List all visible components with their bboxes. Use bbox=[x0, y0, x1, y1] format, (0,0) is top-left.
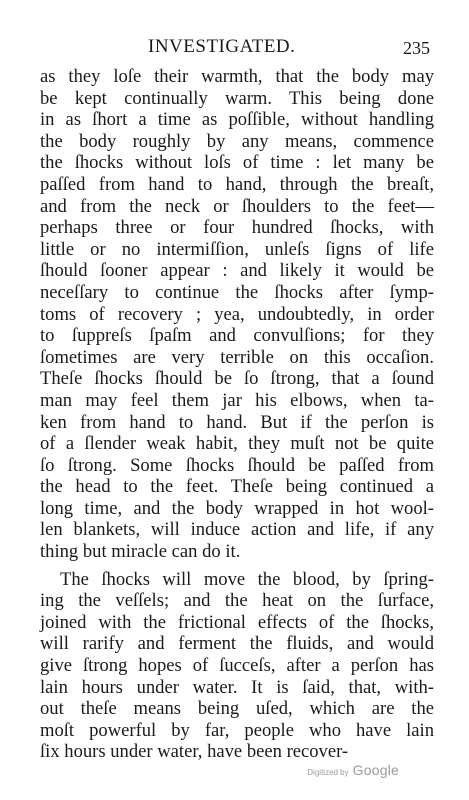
text-line: ſometimes are very terrible on this occaſion. bbox=[40, 346, 434, 368]
text-line: moſt powerful by far, people who have lain bbox=[40, 719, 434, 741]
text-line: man may feel them jar his elbows, when ta- bbox=[40, 389, 434, 411]
page-number: 235 bbox=[403, 38, 430, 58]
text-line: out theſe means being uſed, which are the bbox=[40, 698, 434, 720]
running-head: INVESTIGATED. bbox=[148, 36, 296, 57]
text-line: ſo ſtrong. Some ſhocks ſhould be paſſed from bbox=[40, 454, 434, 476]
text-line: ſix hours under water, have been recover- bbox=[40, 741, 349, 763]
text-line: little or no intermiſſion, unleſs ſigns of life bbox=[40, 238, 434, 260]
text-line: The ſhocks will move the blood, by ſpring- bbox=[60, 568, 434, 590]
text-line: ing the veſſels; and the heat on the ſurface, bbox=[40, 590, 434, 612]
text-line: paſſed from hand to hand, through the breaſt, bbox=[40, 173, 434, 195]
text-line: of a ſlender weak habit, they muſt not be quite bbox=[40, 433, 434, 455]
text-line: to ſuppreſs ſpaſm and convulſions; for they bbox=[40, 325, 434, 347]
text-line: len blankets, will induce action and life, if any bbox=[40, 519, 434, 541]
text-line: as they loſe their warmth, that the body may bbox=[40, 66, 434, 87]
text-line: the body roughly by any means, commence bbox=[40, 130, 434, 152]
text-line: long time, and the body wrapped in hot wool- bbox=[40, 497, 434, 519]
body-text bbox=[40, 66, 434, 763]
text-line: Theſe ſhocks ſhould be ſo ſtrong, that a ſound bbox=[40, 368, 434, 390]
text-line: toms of recovery ; yea, undoubtedly, in order bbox=[40, 303, 434, 325]
text-line: will rarify and ferment the fluids, and would bbox=[40, 633, 434, 655]
digitization-watermark bbox=[307, 762, 399, 778]
watermark-prefix: Digitized by bbox=[307, 768, 349, 777]
text-line: in as ſhort a time as poſſible, without handling bbox=[40, 109, 434, 131]
text-line: be kept continually warm. This being done bbox=[40, 87, 434, 109]
text-line: and from the neck or ſhoulders to the feet— bbox=[40, 195, 434, 217]
text-line: ken from hand to hand. But if the perſon is bbox=[40, 411, 434, 433]
text-line: perhaps three or four hundred ſhocks, with bbox=[40, 217, 434, 239]
paragraph bbox=[40, 66, 434, 563]
text-line: ſhould ſooner appear : and likely it would be bbox=[40, 260, 434, 282]
google-logo: Google bbox=[352, 762, 399, 778]
text-line: neceſſary to continue the ſhocks after ſymp- bbox=[40, 281, 434, 303]
text-line: the head to the feet. Theſe being continued a bbox=[40, 476, 434, 498]
text-line: give ſtrong hopes of ſucceſs, after a perſon has bbox=[40, 655, 434, 677]
text-line: the ſhocks without loſs of time : let many be bbox=[40, 152, 434, 174]
text-line: thing but miracle can do it. bbox=[40, 541, 241, 563]
text-line: lain hours under water. It is ſaid, that, with- bbox=[40, 676, 434, 698]
page-header bbox=[40, 36, 430, 60]
paragraph bbox=[40, 569, 434, 763]
text-line: joined with the frictional effects of the ſhocks, bbox=[40, 611, 434, 633]
